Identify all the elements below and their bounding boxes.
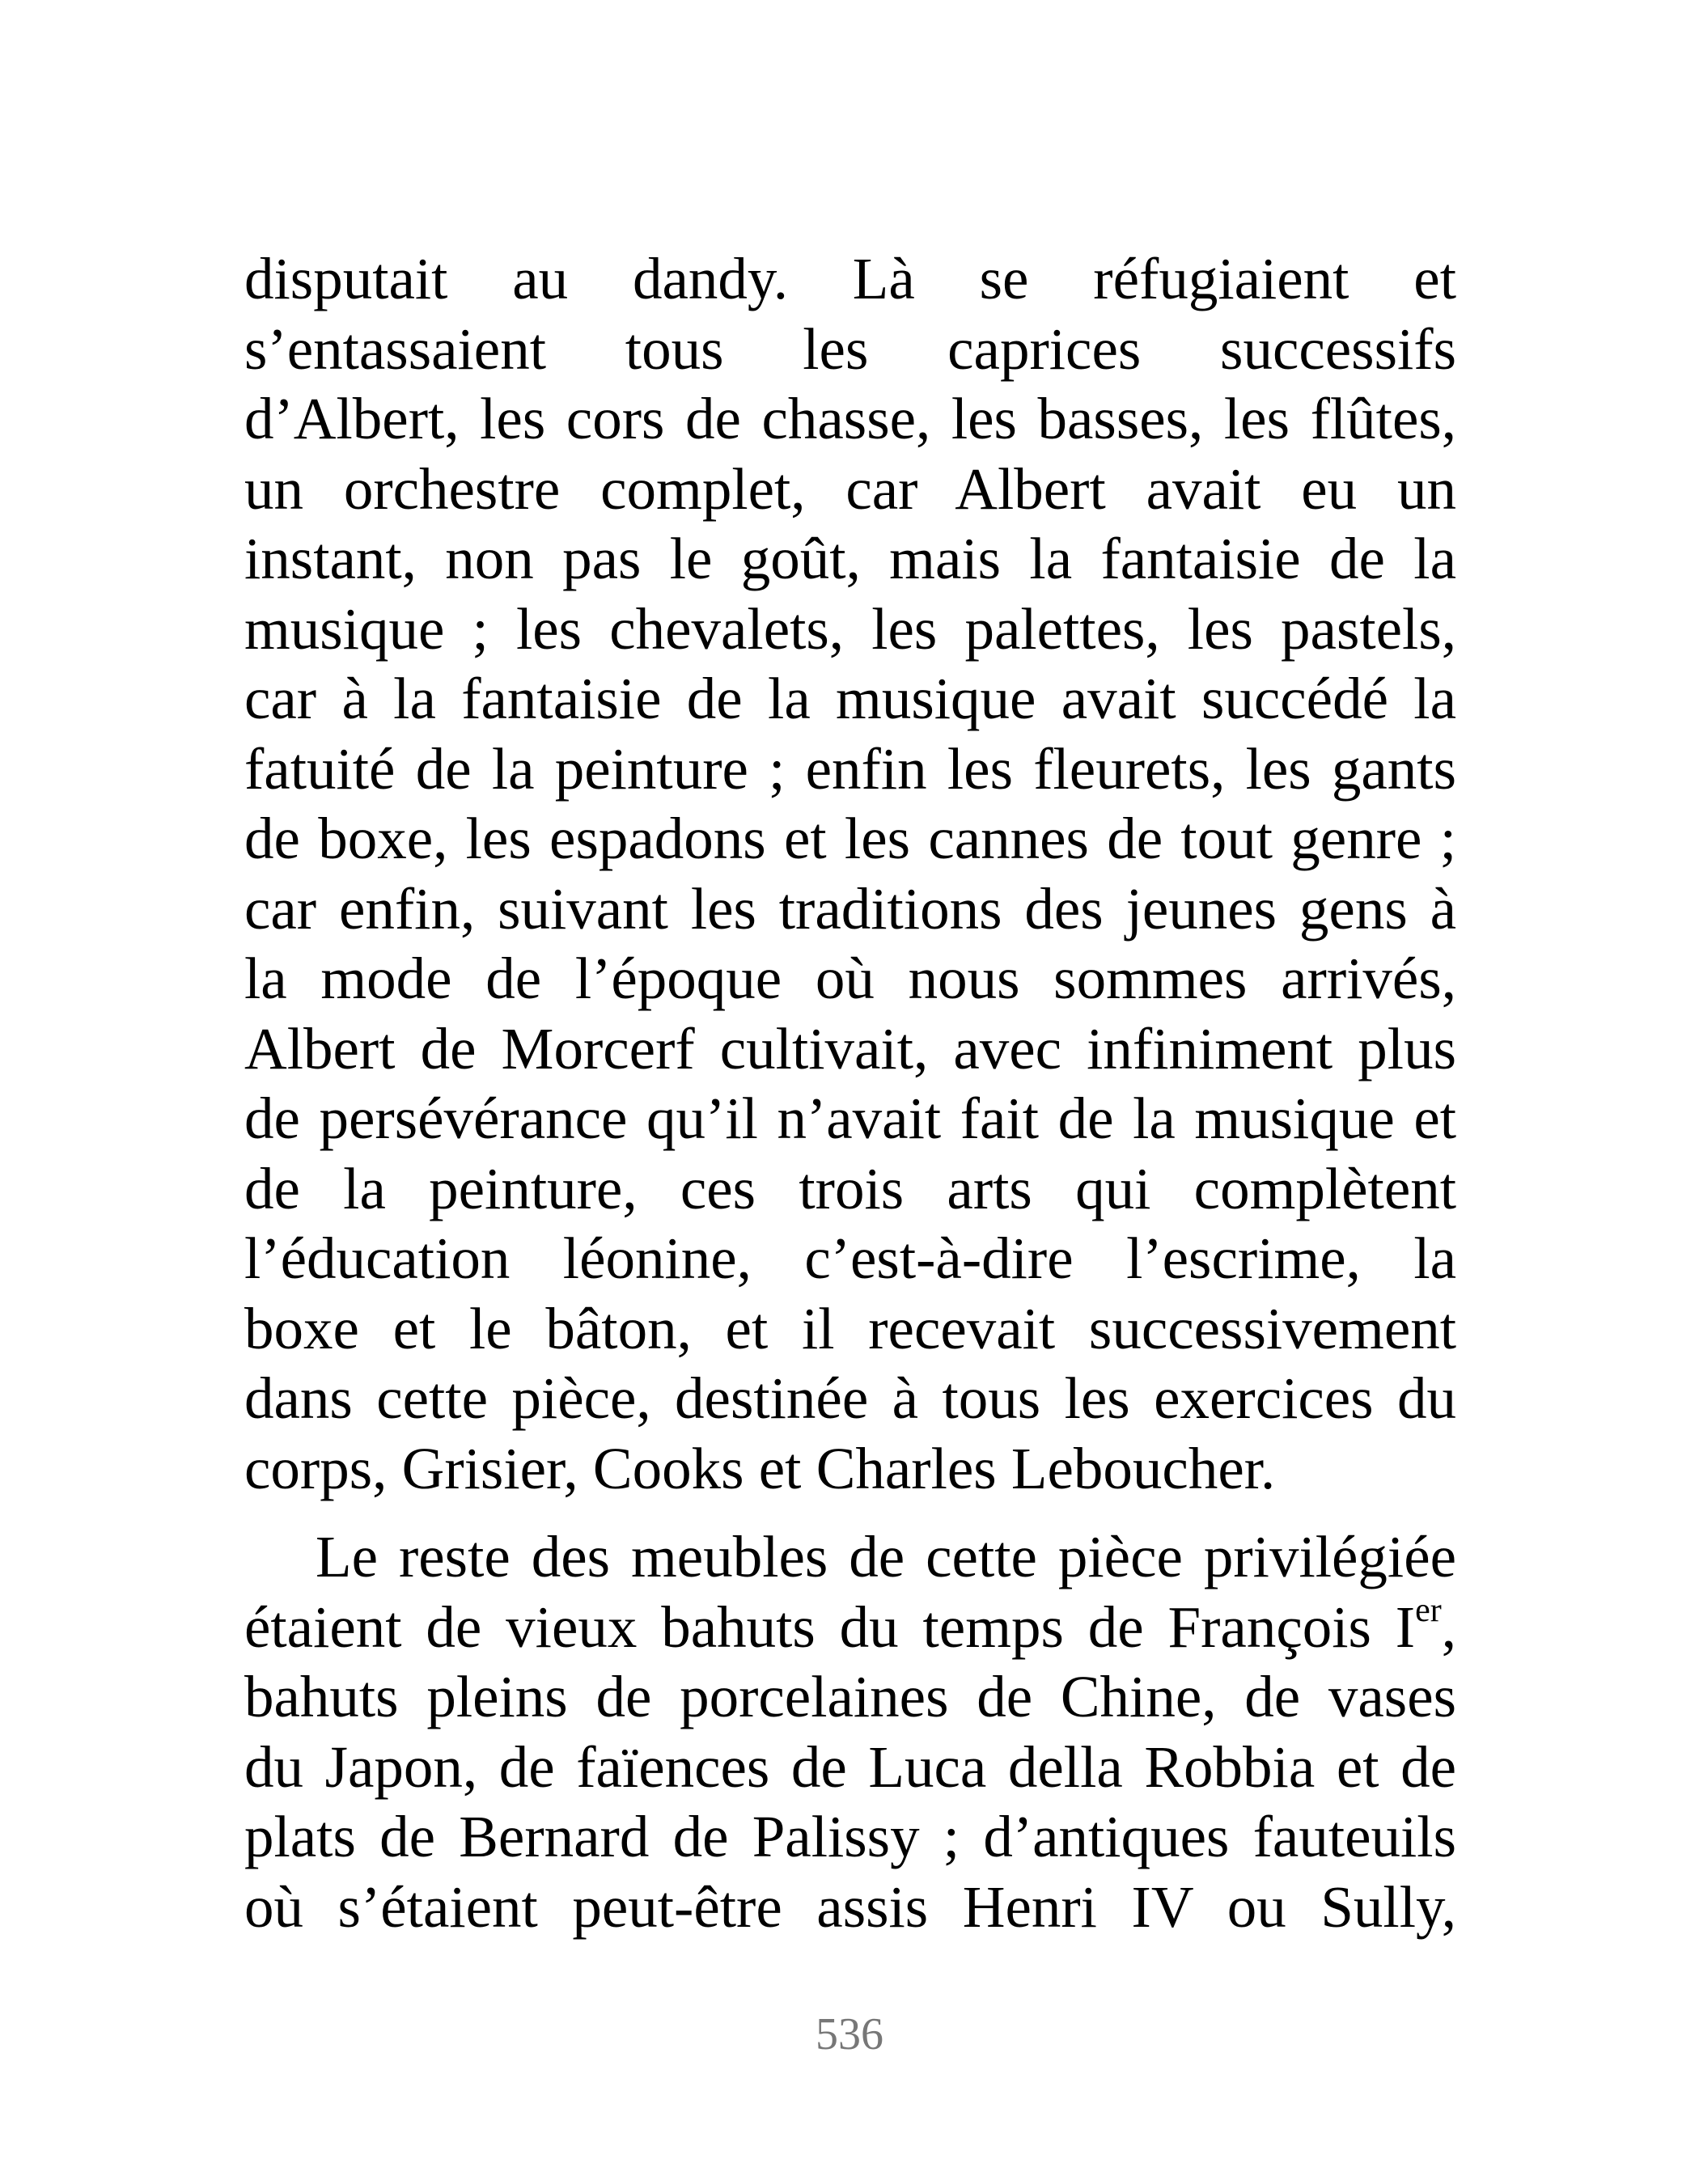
text-line: s’entassaient tous les caprices successifs	[244, 315, 1456, 382]
text-line: car enfin, suivant les traditions des jeunes gens à	[244, 875, 1456, 942]
superscript-ordinal: er	[1415, 1592, 1442, 1630]
text-segment: ,	[1441, 1594, 1456, 1660]
text-segment: étaient de vieux bahuts du temps de François I	[244, 1594, 1416, 1660]
text-line-with-superscript	[244, 1593, 1456, 1663]
text-line: un orchestre complet, car Albert avait eu un	[244, 455, 1456, 522]
text-line: de persévérance qu’il n’avait fait de la musique et	[244, 1086, 1456, 1151]
text-line: d’Albert, les cors de chasse, les basses, les flûtes,	[244, 386, 1456, 451]
paragraph-2	[244, 1522, 1456, 1942]
text-line: fatuité de la peinture ; enfin les fleurets, les gants	[244, 735, 1456, 802]
text-line: bahuts pleins de porcelaines de Chine, de vases	[244, 1664, 1456, 1729]
text-line: Le reste des meubles de cette pièce privilégiée	[316, 1524, 1456, 1589]
page-number: 536	[816, 2009, 883, 2059]
text-line: corps, Grisier, Cooks et Charles Leboucher.	[244, 1435, 1276, 1501]
paragraph-1	[244, 244, 1456, 1504]
text-line: de la peinture, ces trois arts qui complètent	[244, 1155, 1456, 1221]
text-line: plats de Bernard de Palissy ; d’antiques fauteuils	[244, 1804, 1456, 1869]
text-line: musique ; les chevalets, les palettes, les pastels,	[244, 595, 1456, 662]
text-line: de boxe, les espadons et les cannes de tout genre ;	[244, 806, 1456, 871]
text-line: car à la fantaisie de la musique avait succédé la	[244, 666, 1456, 731]
text-line: l’éducation léonine, c’est-à-dire l’escrime, la	[244, 1225, 1456, 1291]
text-line: la mode de l’époque où nous sommes arrivés,	[244, 946, 1456, 1011]
text-line: dans cette pièce, destinée à tous les exercices du	[244, 1365, 1456, 1431]
text-line: disputait au dandy. Là se réfugiaient et	[244, 246, 1456, 311]
text-line: instant, non pas le goût, mais la fantaisie de la	[244, 526, 1456, 591]
text-line: du Japon, de faïences de Luca della Robbia et de	[244, 1733, 1456, 1800]
text-line: Albert de Morcerf cultivait, avec infiniment plus	[244, 1015, 1456, 1081]
text-line: boxe et le bâton, et il recevait successivement	[244, 1295, 1456, 1361]
text-line: où s’étaient peut-être assis Henri IV ou Sully,	[244, 1873, 1456, 1940]
